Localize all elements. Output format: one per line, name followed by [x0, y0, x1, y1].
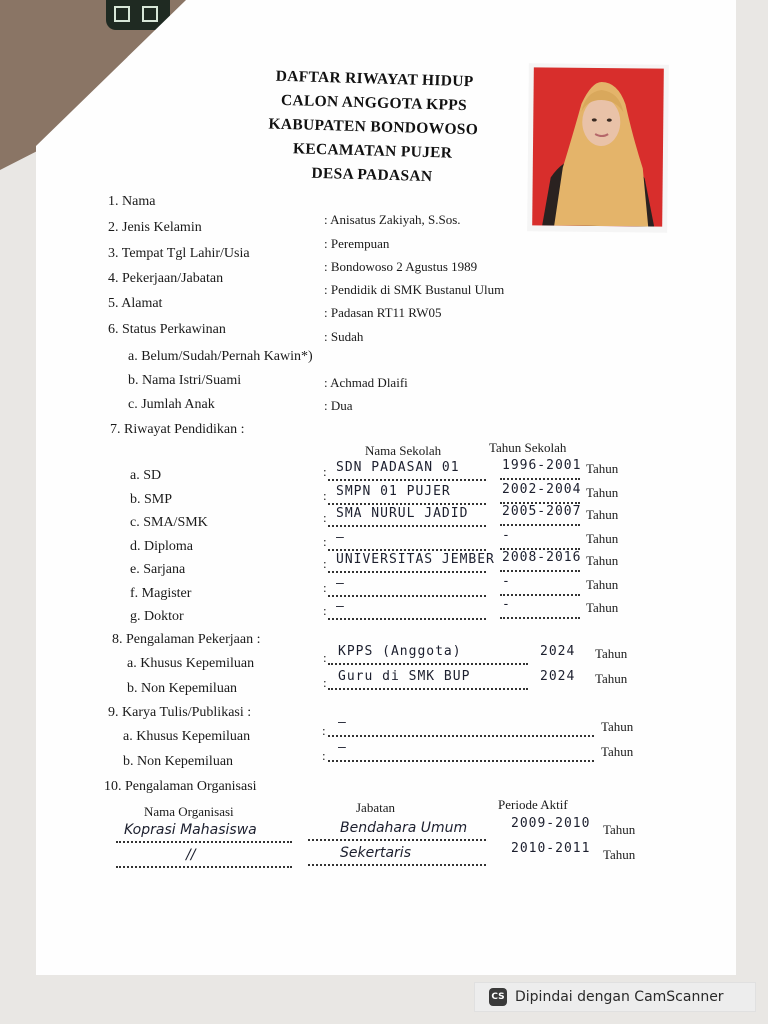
org-name-line	[116, 840, 292, 843]
edu-row-colon: :	[323, 510, 327, 525]
karya-row-label: b. Non Kepemiluan	[123, 754, 234, 769]
work-row-label: a. Khusus Kepemiluan	[127, 656, 255, 671]
edu-school-line	[328, 594, 486, 597]
edu-year: -	[502, 528, 511, 543]
title-line: KECAMATAN PUJER	[292, 140, 453, 162]
edu-year: 2002-2004	[502, 482, 582, 497]
edu-school: SMA NURUL JADID	[336, 506, 469, 521]
org-name: //	[186, 847, 196, 863]
camscanner-watermark	[474, 982, 756, 1012]
edu-school-line	[328, 617, 486, 620]
work-text: Guru di SMK BUP	[338, 669, 471, 684]
edu-row-label: g. Doktor	[130, 609, 184, 624]
value-ttl: : Bondowoso 2 Agustus 1989	[324, 259, 478, 274]
value-nama: : Anisatus Zakiyah, S.Sos.	[324, 212, 461, 227]
edu-row-colon: :	[323, 534, 327, 549]
edu-school: —	[336, 576, 345, 591]
edu-row-colon: :	[323, 603, 327, 618]
edu-year: 2008-2016	[502, 550, 582, 565]
edu-year-line	[500, 569, 580, 572]
label-jenis-kelamin: 2. Jenis Kelamin	[108, 220, 202, 235]
col-tahun-sekolah: Tahun Sekolah	[489, 440, 567, 455]
org-role: Sekertaris	[340, 845, 411, 861]
label-ttl: 3. Tempat Tgl Lahir/Usia	[108, 246, 250, 261]
edu-school-line	[328, 502, 486, 505]
edu-year: 1996-2001	[502, 458, 582, 473]
karya-line	[328, 734, 594, 737]
edu-school: —	[336, 530, 345, 545]
edu-unit: Tahun	[586, 507, 619, 522]
edu-school: SMPN 01 PUJER	[336, 484, 451, 499]
org-role-line	[308, 838, 486, 841]
label-alamat: 5. Alamat	[108, 296, 163, 311]
edu-row-label: f. Magister	[130, 586, 192, 601]
karya-line	[328, 759, 594, 762]
karya-row-colon: :	[322, 723, 326, 738]
edu-row-label: e. Sarjana	[130, 562, 186, 577]
value-status-c: : Dua	[324, 398, 353, 413]
camscanner-icon: CS	[489, 988, 507, 1006]
edu-row-label: d. Diploma	[130, 539, 193, 554]
value-status: : Sudah	[324, 329, 364, 344]
edu-school: UNIVERSITAS JEMBER	[336, 552, 495, 567]
edu-unit: Tahun	[586, 485, 619, 500]
edu-school: —	[336, 599, 345, 614]
col-jabatan: Jabatan	[356, 800, 395, 815]
edu-unit: Tahun	[586, 600, 619, 615]
edu-unit: Tahun	[586, 577, 619, 592]
edu-row-colon: :	[323, 464, 327, 479]
label-pendidikan: 7. Riwayat Pendidikan :	[110, 422, 245, 437]
work-line	[328, 687, 528, 690]
edu-row-colon: :	[323, 488, 327, 503]
work-row-label: b. Non Kepemiluan	[127, 681, 238, 696]
karya-text: —	[338, 715, 347, 730]
edu-school: SDN PADASAN 01	[336, 460, 460, 475]
edu-year: -	[502, 574, 511, 589]
label-pengalaman: 8. Pengalaman Pekerjaan :	[112, 632, 261, 647]
edu-unit: Tahun	[586, 461, 619, 476]
org-name: Koprasi Mahasiswa	[124, 822, 257, 838]
edu-school-line	[328, 478, 486, 481]
label-status-b: b. Nama Istri/Suami	[128, 373, 242, 388]
karya-unit: Tahun	[601, 744, 634, 759]
edu-year: 2005-2007	[502, 504, 582, 519]
label-organisasi: 10. Pengalaman Organisasi	[104, 779, 257, 794]
col-periode: Periode Aktif	[498, 797, 568, 812]
value-status-b: : Achmad Dlaifi	[324, 375, 408, 390]
col-nama-sekolah: Nama Sekolah	[365, 443, 442, 458]
org-unit: Tahun	[603, 822, 636, 837]
title-line: DESA PADASAN	[311, 164, 433, 186]
edu-row-label: c. SMA/SMK	[130, 515, 208, 530]
work-year: 2024	[540, 669, 576, 684]
edu-school-line	[328, 524, 486, 527]
edu-row-label: a. SD	[130, 468, 162, 483]
label-status-a: a. Belum/Sudah/Pernah Kawin*)	[128, 349, 313, 364]
edu-year-line	[500, 593, 580, 596]
edu-school-line	[328, 570, 486, 573]
edu-row-colon: :	[323, 580, 327, 595]
title-line: DAFTAR RIWAYAT HIDUP	[275, 67, 474, 91]
karya-text: —	[338, 740, 347, 755]
label-status: 6. Status Perkawinan	[108, 322, 226, 337]
work-row-colon: :	[323, 675, 327, 690]
edu-school-line	[328, 548, 486, 551]
edu-unit: Tahun	[586, 553, 619, 568]
org-unit: Tahun	[603, 847, 636, 862]
col-nama-organisasi: Nama Organisasi	[144, 804, 234, 819]
org-name-line	[116, 865, 292, 868]
karya-row-label: a. Khusus Kepemiluan	[123, 729, 251, 744]
karya-row-colon: :	[322, 748, 326, 763]
work-text: KPPS (Anggota)	[338, 644, 462, 659]
title-line: CALON ANGGOTA KPPS	[280, 91, 468, 115]
value-jenis-kelamin: : Perempuan	[324, 236, 390, 251]
org-period: 2010-2011	[511, 841, 591, 856]
label-status-c: c. Jumlah Anak	[128, 397, 215, 412]
edu-year-line	[500, 477, 580, 480]
value-alamat: : Padasan RT11 RW05	[324, 305, 442, 320]
title-line: KABUPATEN BONDOWOSO	[268, 115, 479, 139]
edu-year: -	[502, 597, 511, 612]
edu-year-line	[500, 523, 580, 526]
work-year: 2024	[540, 644, 576, 659]
value-pekerjaan: : Pendidik di SMK Bustanul Ulum	[324, 282, 505, 297]
org-role: Bendahara Umum	[340, 820, 468, 836]
karya-unit: Tahun	[601, 719, 634, 734]
work-line	[328, 662, 528, 665]
edu-unit: Tahun	[586, 531, 619, 546]
label-nama: 1. Nama	[108, 194, 156, 209]
work-unit: Tahun	[595, 646, 628, 661]
watermark-text: Dipindai dengan CamScanner	[515, 989, 724, 1005]
label-karya: 9. Karya Tulis/Publikasi :	[108, 705, 252, 720]
work-row-colon: :	[323, 650, 327, 665]
edu-row-label: b. SMP	[130, 492, 173, 507]
label-pekerjaan: 4. Pekerjaan/Jabatan	[108, 271, 224, 286]
work-unit: Tahun	[595, 671, 628, 686]
edu-row-colon: :	[323, 556, 327, 571]
org-role-line	[308, 863, 486, 866]
org-period: 2009-2010	[511, 816, 591, 831]
edu-year-line	[500, 616, 580, 619]
